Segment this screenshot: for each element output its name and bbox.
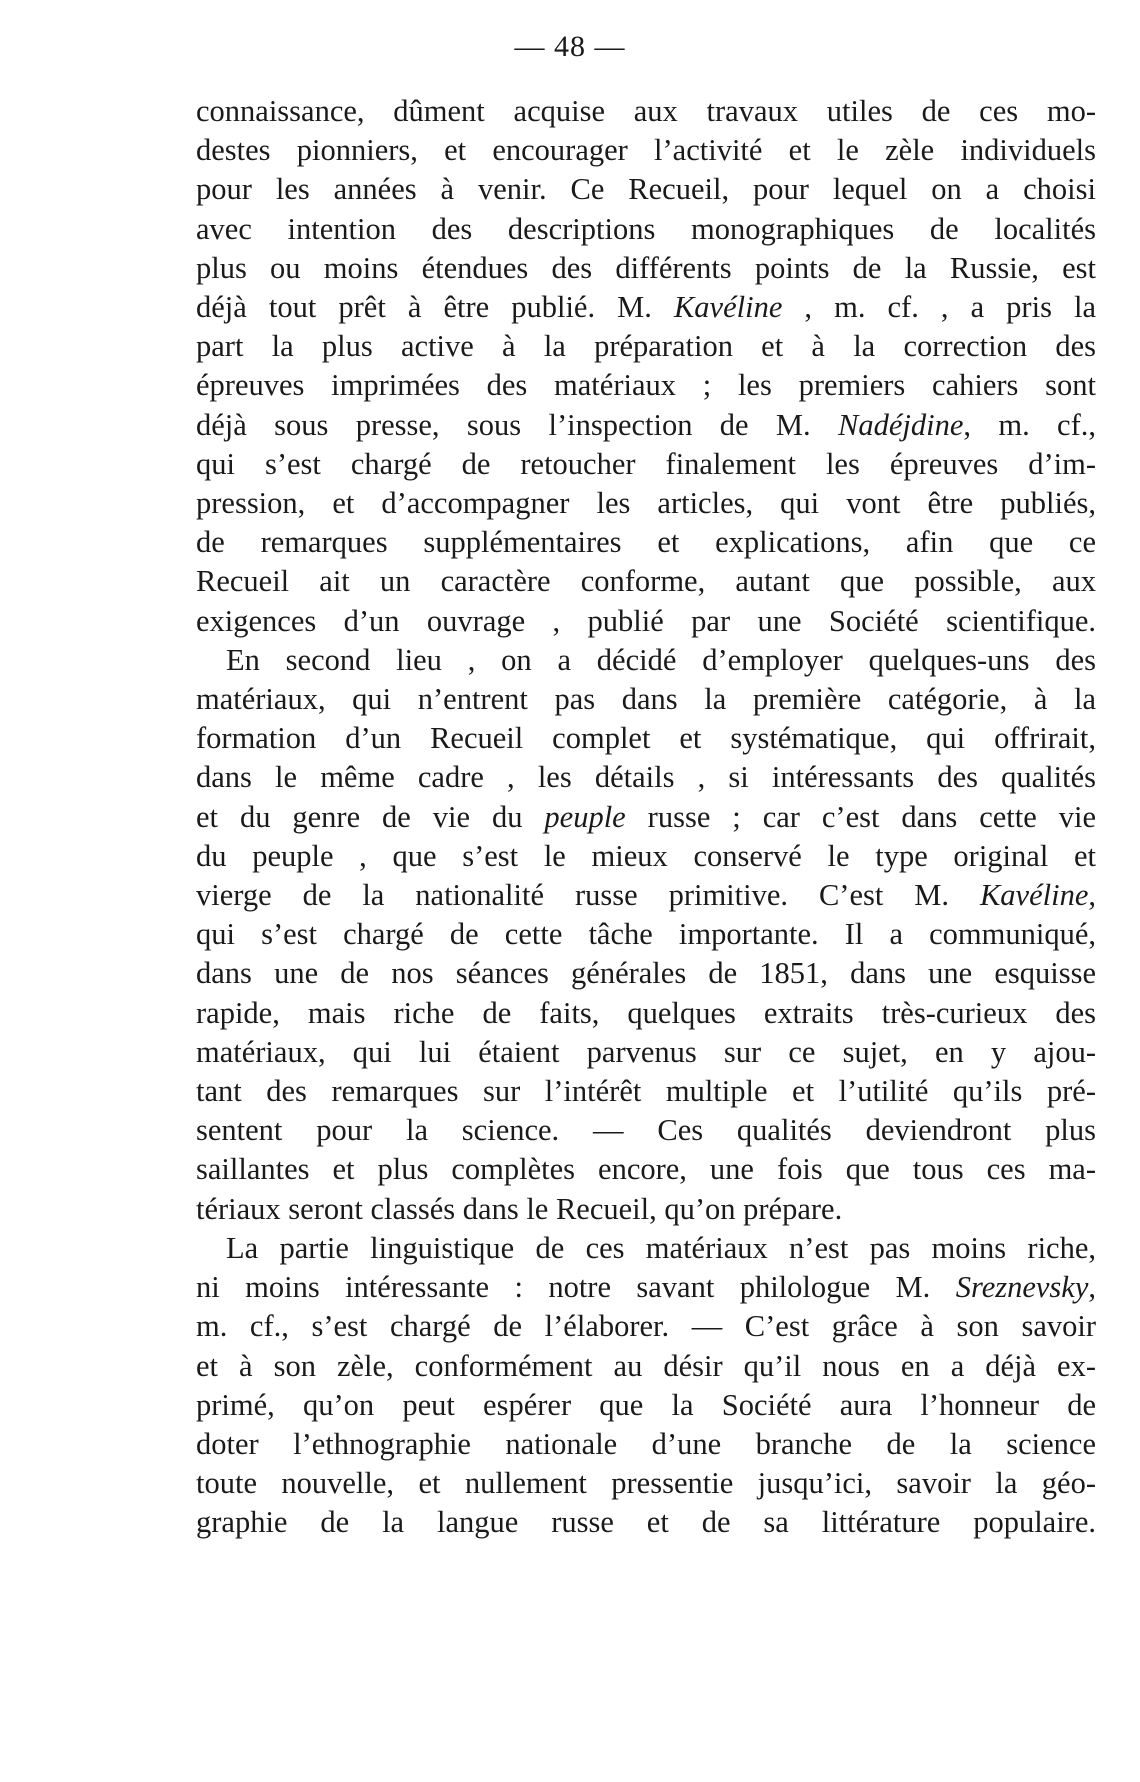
text-line-36: toute nouvelle, et nullement pressentie jusqu’ici, savoir la géo-	[196, 1466, 1096, 1501]
text-line-10: qui s’est chargé de retoucher finalement les épreuves d’im-	[196, 446, 1096, 481]
text-line-37: graphie de la langue russe et de sa littérature populaire.	[196, 1505, 1096, 1540]
text-line-30: La partie linguistique de ces matériaux n’est pas moins riche,	[226, 1230, 1096, 1265]
text-line-11: pression, et d’accompagner les articles, qui vont être publiés,	[196, 486, 1096, 521]
text-line-23: dans une de nos séances générales de 1851, dans une esquisse	[196, 956, 1096, 991]
author-name-nadejdine: Nadéjdine	[838, 407, 964, 442]
text-line-29: tériaux seront classés dans le Recueil, qu’on prépare.	[196, 1191, 843, 1226]
text-line-9: déjà sous presse, sous l’inspection de M. Nadéjdine, m. cf.,	[196, 407, 1097, 442]
body-text	[196, 92, 1096, 1543]
text-line-16: matériaux, qui n’entrent pas dans la première catégorie, à la	[196, 682, 1096, 717]
author-name-sreznevsky: Sreznevsky	[955, 1270, 1089, 1305]
text-line-22: qui s’est chargé de cette tâche importante. Il a communiqué,	[196, 917, 1096, 952]
text-line-28: saillantes et plus complètes encore, une fois que tous ces ma-	[196, 1152, 1096, 1187]
text-line-15: En second lieu , on a décidé d’employer quelques-uns des	[226, 642, 1096, 677]
text-line-13: Recueil ait un caractère conforme, autant que possible, aux	[196, 564, 1096, 599]
page-number: — 48 —	[514, 30, 626, 63]
text-line-34: primé, qu’on peut espérer que la Société aura l’honneur de	[196, 1387, 1096, 1422]
text-line-8: épreuves imprimées des matériaux ; les premiers cahiers sont	[196, 368, 1096, 403]
author-name-kaveline: Kavéline	[673, 290, 783, 325]
emphasis-peuple: peuple	[544, 799, 626, 834]
text-line-14: exigences d’un ouvrage , publié par une Société scientifique.	[196, 603, 1096, 638]
text-line-35: doter l’ethnographie nationale d’une branche de la science	[196, 1426, 1096, 1461]
text-line-20: du peuple , que s’est le mieux conservé le type original et	[196, 838, 1096, 873]
text-line-12: de remarques supplémentaires et explications, afin que ce	[196, 525, 1096, 560]
text-line-1: connaissance, dûment acquise aux travaux utiles de ces mo-	[196, 94, 1096, 128]
text-line-25: matériaux, qui lui étaient parvenus sur ce sujet, en y ajou-	[196, 1034, 1096, 1069]
text-line-32: m. cf., s’est chargé de l’élaborer. — C’est grâce à son savoir	[196, 1309, 1096, 1344]
text-line-26: tant des remarques sur l’intérêt multiple et l’utilité qu’ils pré-	[196, 1074, 1096, 1109]
text-line-33: et à son zèle, conformément au désir qu’il nous en a déjà ex-	[196, 1348, 1096, 1383]
text-line-24: rapide, mais riche de faits, quelques extraits très-curieux des	[196, 995, 1096, 1030]
text-line-18: dans le même cadre , les détails , si intéressants des qualités	[196, 760, 1096, 795]
text-line-4: avec intention des descriptions monographiques de localités	[196, 211, 1096, 246]
text-line-19: et du genre de vie du peuple russe ; car c’est dans cette vie	[196, 799, 1096, 834]
text-line-5: plus ou moins étendues des différents points de la Russie, est	[196, 250, 1096, 285]
text-line-3: pour les années à venir. Ce Recueil, pour lequel on a choisi	[196, 172, 1096, 207]
text-line-7: part la plus active à la préparation et à la correction des	[196, 329, 1096, 364]
text-line-21: vierge de la nationalité russe primitive. C’est M. Kavéline,	[196, 878, 1096, 913]
text-line-2: destes pionniers, et encourager l’activité et le zèle individuels	[196, 133, 1096, 168]
text-line-27: sentent pour la science. — Ces qualités deviendront plus	[196, 1113, 1096, 1148]
text-line-17: formation d’un Recueil complet et systématique, qui offrirait,	[196, 721, 1096, 756]
text-line-6: déjà tout prêt à être publié. M. Kavéline , m. cf. , a pris la	[196, 290, 1097, 325]
text-line-31: ni moins intéressante : notre savant philologue M. Sreznevsky,	[196, 1270, 1096, 1305]
author-name-kaveline-2: Kavéline	[979, 878, 1089, 913]
